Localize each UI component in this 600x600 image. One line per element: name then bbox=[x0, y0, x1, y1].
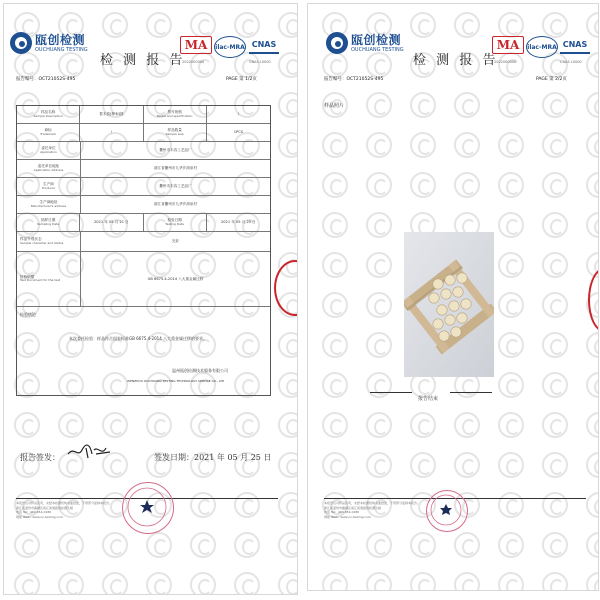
bead-icon bbox=[445, 315, 455, 325]
label-conclusion: 检验结论 bbox=[20, 312, 36, 317]
bead-icon bbox=[451, 327, 461, 337]
watermark-icon bbox=[498, 172, 524, 198]
watermark-icon bbox=[498, 132, 524, 158]
fine-line: 浙江省温州市鹿城区南汇街道瓯创检测大楼 bbox=[324, 505, 382, 510]
sample-photo-label: 样品照片 bbox=[324, 103, 345, 109]
watermark-icon bbox=[278, 12, 298, 38]
watermark-icon bbox=[278, 372, 298, 398]
label-sampling-date: 抽样日期 bbox=[40, 218, 56, 223]
divider bbox=[370, 392, 412, 393]
table-row bbox=[17, 142, 270, 160]
watermark-icon bbox=[410, 12, 436, 38]
label-trademark: 商标 bbox=[44, 128, 52, 133]
watermark-icon bbox=[498, 12, 524, 38]
watermark-icon bbox=[586, 412, 599, 438]
report-number: 报告编号：OCT21052S-495 bbox=[16, 77, 76, 82]
table-row bbox=[17, 178, 270, 196]
watermark-icon bbox=[14, 572, 40, 595]
divider bbox=[450, 392, 492, 393]
signature-icon bbox=[66, 440, 112, 462]
value-model: / bbox=[237, 112, 239, 117]
label-en: Sample character and status bbox=[20, 240, 64, 245]
watermark-icon bbox=[190, 532, 216, 558]
label-en: Sampling Date bbox=[37, 221, 60, 226]
watermark-icon bbox=[454, 412, 480, 438]
watermark-icon bbox=[366, 572, 392, 591]
watermark-icon bbox=[322, 172, 348, 198]
watermark-icon bbox=[322, 332, 348, 358]
ilac-mark: ilac-MRA bbox=[526, 36, 558, 58]
watermark-icon bbox=[410, 92, 436, 118]
label-en: Manufacturer's address bbox=[30, 203, 67, 208]
watermark-icon bbox=[322, 212, 348, 238]
cma-number: 2022000000 bbox=[182, 60, 205, 64]
watermark-icon bbox=[498, 52, 524, 78]
watermark-icon bbox=[366, 532, 392, 558]
watermark-icon bbox=[542, 92, 568, 118]
watermark-icon bbox=[498, 452, 524, 478]
wooden-abacus-toy-icon bbox=[404, 232, 494, 377]
watermark-icon bbox=[278, 452, 298, 478]
watermark-icon bbox=[586, 92, 599, 118]
watermark-icon bbox=[58, 412, 84, 438]
brand-name-en: OUCHUANG TESTING bbox=[351, 46, 404, 53]
watermark-icon bbox=[410, 412, 436, 438]
cma-number: 2022000000 bbox=[494, 60, 517, 64]
fine-line: 电话 Tel：400-654-0180 bbox=[324, 510, 360, 514]
watermark-icon bbox=[190, 412, 216, 438]
label-en: Application Address bbox=[33, 167, 64, 172]
watermark-icon bbox=[410, 132, 436, 158]
fine-line: 网址 Web：www.oc-testing.com bbox=[16, 514, 63, 519]
watermark-icon bbox=[454, 572, 480, 591]
cnas-mark: CNAS bbox=[560, 36, 590, 54]
watermark-icon bbox=[410, 172, 436, 198]
watermark-icon bbox=[58, 532, 84, 558]
label-manufacturer-address: 生产商地址 bbox=[39, 200, 58, 205]
watermark-icon bbox=[366, 172, 392, 198]
watermark-icon bbox=[14, 412, 40, 438]
watermark-icon bbox=[366, 292, 392, 318]
watermark-icon bbox=[146, 532, 172, 558]
label-applicant: 委托单位 bbox=[41, 146, 56, 151]
watermark-icon bbox=[366, 92, 392, 118]
watermark-icon bbox=[498, 92, 524, 118]
watermark-icon bbox=[542, 132, 568, 158]
report-end-label: 报告结束 bbox=[418, 396, 439, 402]
page-number: PAGE 第 2/2页 bbox=[536, 77, 567, 82]
bead-icon bbox=[437, 305, 447, 315]
watermark-icon bbox=[542, 372, 568, 398]
watermark-icon bbox=[454, 132, 480, 158]
watermark-icon bbox=[454, 92, 480, 118]
brand-name-en: OUCHUANG TESTING bbox=[35, 46, 88, 53]
watermark-icon bbox=[278, 332, 298, 358]
watermark-icon bbox=[454, 172, 480, 198]
watermark-icon bbox=[14, 532, 40, 558]
watermark-icon bbox=[190, 492, 216, 518]
watermark-icon bbox=[498, 212, 524, 238]
watermark-icon bbox=[498, 292, 524, 318]
report-page-1 bbox=[3, 3, 298, 595]
watermark-icon bbox=[322, 252, 348, 278]
logo-icon bbox=[10, 32, 32, 54]
value-manufacturer-address: 浙江省衢州市九华乡洞泉村 bbox=[153, 202, 198, 207]
watermark-icon bbox=[410, 532, 436, 558]
watermark-icon bbox=[366, 372, 392, 398]
brand-name: 瓯创检测 bbox=[351, 32, 402, 47]
watermark-icon bbox=[542, 492, 568, 518]
bead-icon bbox=[433, 319, 443, 329]
watermark-icon bbox=[542, 12, 568, 38]
watermark-icon bbox=[586, 492, 599, 518]
watermark-icon bbox=[366, 252, 392, 278]
watermark-icon bbox=[498, 532, 524, 558]
watermark-icon bbox=[366, 132, 392, 158]
watermark-icon bbox=[586, 572, 599, 591]
sample-photo bbox=[404, 232, 494, 377]
value-sample-status: 完好 bbox=[171, 239, 180, 244]
watermark-icon bbox=[454, 452, 480, 478]
watermark-icon bbox=[410, 452, 436, 478]
watermark-icon bbox=[498, 412, 524, 438]
value-test-basis: GB 6675.4-2014 八大重金属迁移 bbox=[147, 276, 204, 281]
watermark-icon bbox=[278, 172, 298, 198]
watermark-icon bbox=[322, 572, 348, 591]
brand-logo bbox=[326, 32, 404, 54]
watermark-icon bbox=[322, 412, 348, 438]
seam-seal-icon bbox=[588, 268, 599, 332]
cma-mark: MA bbox=[492, 36, 524, 54]
table-row-conclusion bbox=[17, 307, 270, 395]
bead-icon bbox=[457, 273, 467, 283]
watermark-icon bbox=[586, 332, 599, 358]
label-sample-size: 样品数量 bbox=[167, 128, 182, 133]
label-en: Producer bbox=[41, 185, 56, 190]
fine-print bbox=[324, 501, 420, 519]
watermark-icon bbox=[278, 532, 298, 558]
label-en: Sample Description bbox=[33, 113, 63, 118]
official-seal-icon bbox=[426, 490, 468, 532]
watermark-icon bbox=[234, 532, 260, 558]
watermark-icon bbox=[542, 212, 568, 238]
fine-line: 电话 Tel：400-654-0180 bbox=[16, 510, 52, 514]
watermark-icon bbox=[542, 252, 568, 278]
label-testing-date: 检验日期 bbox=[167, 218, 182, 223]
table-row bbox=[17, 124, 270, 142]
label-en: Test Document for the test bbox=[20, 278, 61, 283]
value-sample-desc: 着木质(榉木)漆 bbox=[80, 106, 143, 123]
value-sampling-date: 2021 年 05 月 21 日 bbox=[80, 214, 143, 231]
watermark-icon bbox=[586, 52, 599, 78]
watermark-icon bbox=[102, 412, 128, 438]
watermark-icon bbox=[190, 12, 216, 38]
watermark-icon bbox=[586, 12, 599, 38]
fine-line: 本报告仅对样品负责，未经本检测机构书面批准，不得部分复制本报告。 bbox=[324, 501, 421, 505]
org-name-en: WENZHOU OUCHUANG TESTING TECHNOLOGY SERVICE CO., LTD bbox=[127, 379, 225, 383]
watermark-icon bbox=[322, 372, 348, 398]
value-applicant: 衢州市木容工艺品厂 bbox=[159, 148, 192, 153]
cnas-number: CNAS L0000 bbox=[560, 60, 582, 64]
watermark-icon bbox=[542, 412, 568, 438]
brand-name: 瓯创检测 bbox=[35, 32, 86, 47]
value-testing-date: 2021 年 05 月 25 日 bbox=[220, 220, 256, 225]
watermark-icon bbox=[586, 372, 599, 398]
cnas-number: CNAS L0000 bbox=[249, 60, 271, 64]
watermark-icon bbox=[146, 572, 172, 595]
watermark-icon bbox=[322, 532, 348, 558]
watermark-icon bbox=[14, 52, 40, 78]
label-en: Trademark bbox=[40, 131, 57, 136]
bead-icon bbox=[441, 289, 451, 299]
value-address: 浙江省衢州市九华乡洞泉村 bbox=[153, 166, 198, 171]
bead-icon bbox=[433, 279, 443, 289]
watermark-icon bbox=[278, 492, 298, 518]
watermark-icon bbox=[190, 52, 216, 78]
ilac-mark: ilac-MRA bbox=[214, 36, 246, 58]
label-address: 委托单位地址 bbox=[37, 164, 60, 169]
watermark-icon bbox=[322, 452, 348, 478]
watermark-icon bbox=[542, 452, 568, 478]
fine-line: 本报告仅对样品负责，未经本检测机构书面批准，不得部分复制本报告。 bbox=[16, 501, 113, 505]
label-model: 型号规格 bbox=[167, 110, 182, 115]
watermark-icon bbox=[322, 52, 348, 78]
official-seal-icon bbox=[122, 482, 174, 534]
bead-icon bbox=[429, 293, 439, 303]
bead-icon bbox=[461, 299, 471, 309]
label-sample-desc: 样品名称 bbox=[40, 110, 56, 115]
page-number: PAGE 第 1/2页 bbox=[226, 77, 257, 82]
table-row bbox=[17, 196, 270, 214]
watermark-icon bbox=[542, 532, 568, 558]
watermark-icon bbox=[586, 452, 599, 478]
watermark-icon bbox=[586, 172, 599, 198]
report-title: 检 测 报 告 bbox=[413, 53, 499, 68]
bead-icon bbox=[445, 275, 455, 285]
signed-date-label: 签发日期： bbox=[154, 453, 194, 462]
watermark-icon bbox=[366, 332, 392, 358]
watermark-icon bbox=[146, 12, 172, 38]
compiled-by-label: 报告签发： bbox=[20, 453, 60, 462]
watermark-icon bbox=[146, 412, 172, 438]
watermark-icon bbox=[102, 532, 128, 558]
watermark-icon bbox=[278, 212, 298, 238]
watermark-icon bbox=[58, 52, 84, 78]
watermark-icon bbox=[542, 332, 568, 358]
fine-line: 浙江省温州市鹿城区南汇街道瓯创检测大楼 bbox=[16, 505, 74, 510]
watermark-icon bbox=[542, 172, 568, 198]
bead-icon bbox=[449, 301, 459, 311]
org-name: 温州瓯创检测技术服务有限公司 bbox=[172, 368, 228, 373]
report-info-table bbox=[16, 105, 271, 396]
watermark-icon bbox=[586, 532, 599, 558]
report-number: 报告编号：OCT21052S-495 bbox=[324, 77, 384, 82]
label-sample-status: 样品外观状态 bbox=[20, 237, 42, 242]
watermark-icon bbox=[366, 52, 392, 78]
report-page-2 bbox=[307, 3, 599, 591]
brand-logo bbox=[10, 32, 88, 54]
signed-date: 2021 年 05 月 25 日 bbox=[194, 453, 272, 462]
watermark-icon bbox=[366, 212, 392, 238]
fine-print bbox=[16, 501, 112, 519]
watermark-icon bbox=[234, 12, 260, 38]
report-title: 检 测 报 告 bbox=[100, 53, 186, 68]
watermark-icon bbox=[234, 492, 260, 518]
watermark-icon bbox=[542, 572, 568, 591]
watermark-icon bbox=[410, 572, 436, 591]
label-en: Application bbox=[40, 149, 57, 154]
watermark-icon bbox=[498, 572, 524, 591]
fine-line: 网址 Web：www.oc-testing.com bbox=[324, 514, 371, 519]
label-test-basis: 检验依据 bbox=[20, 274, 35, 279]
watermark-icon bbox=[278, 52, 298, 78]
table-row bbox=[17, 232, 270, 252]
watermark-icon bbox=[278, 132, 298, 158]
value-trademark: / bbox=[80, 124, 143, 141]
value-sample-size: 1PCS bbox=[233, 130, 243, 135]
bead-icon bbox=[439, 331, 449, 341]
watermark-icon bbox=[498, 372, 524, 398]
bead-icon bbox=[453, 287, 463, 297]
watermark-icon bbox=[278, 92, 298, 118]
watermark-icon bbox=[58, 572, 84, 595]
label-en: Model and specification bbox=[156, 113, 193, 118]
watermark-icon bbox=[234, 412, 260, 438]
watermark-icon bbox=[454, 12, 480, 38]
value-producer: 衢州市木容工艺品厂 bbox=[159, 184, 192, 189]
watermark-icon bbox=[366, 412, 392, 438]
label-en: Testing Date bbox=[165, 221, 184, 226]
watermark-icon bbox=[498, 332, 524, 358]
table-row bbox=[17, 214, 270, 232]
watermark-icon bbox=[366, 452, 392, 478]
table-row bbox=[17, 252, 270, 307]
cma-mark: MA bbox=[180, 36, 212, 54]
conclusion-text: 本次委托检验：样品符合国家标准GB 6675.4-2014 八大重金属迁移的要求。 bbox=[69, 336, 208, 341]
bead-icon bbox=[457, 313, 467, 323]
watermark-icon bbox=[498, 492, 524, 518]
table-row bbox=[17, 160, 270, 178]
label-en: Sample size bbox=[165, 131, 184, 136]
watermark-icon bbox=[102, 12, 128, 38]
watermark-icon bbox=[190, 572, 216, 595]
watermark-icon bbox=[102, 572, 128, 595]
watermark-icon bbox=[542, 292, 568, 318]
watermark-icon bbox=[586, 132, 599, 158]
watermark-icon bbox=[322, 132, 348, 158]
watermark-icon bbox=[278, 412, 298, 438]
label-producer: 生产商 bbox=[43, 182, 54, 187]
watermark-icon bbox=[454, 532, 480, 558]
logo-icon bbox=[326, 32, 348, 54]
table-row bbox=[17, 106, 270, 124]
cnas-mark: CNAS bbox=[249, 36, 279, 54]
watermark-icon bbox=[586, 212, 599, 238]
watermark-icon bbox=[498, 252, 524, 278]
watermark-icon bbox=[322, 292, 348, 318]
watermark-icon bbox=[278, 572, 298, 595]
watermark-icon bbox=[234, 572, 260, 595]
